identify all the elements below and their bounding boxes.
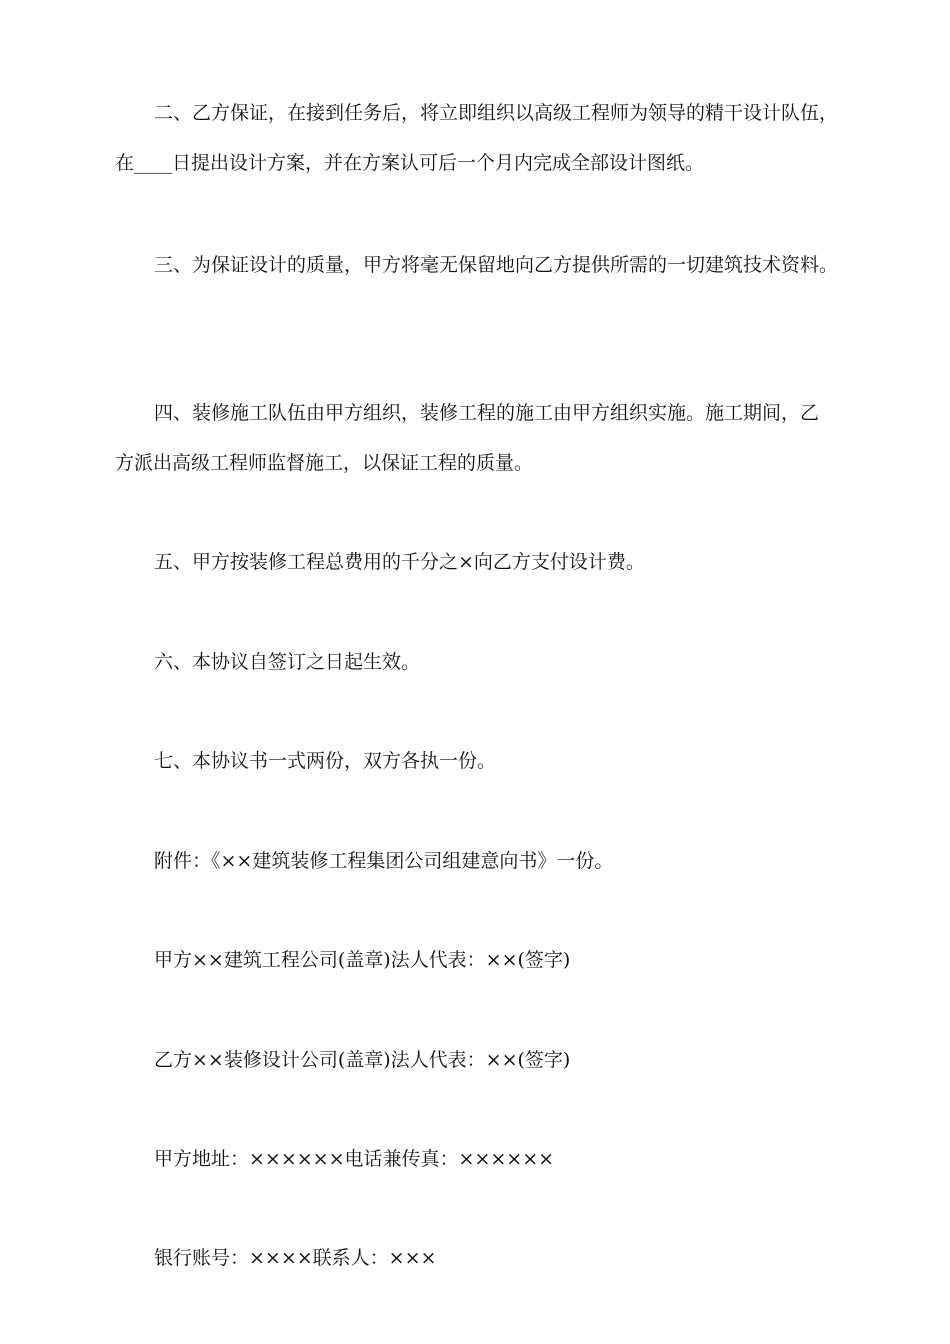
clause-2-line-1: 二、乙方保证，在接到任务后，将立即组织以高级工程师为领导的精干设计队伍，	[154, 102, 839, 124]
clause-4-line-1: 四、装修施工队伍由甲方组织，装修工程的施工由甲方组织实施。施工期间，乙	[154, 402, 820, 424]
bank-account-text: 银行账号：××××联系人：×××	[154, 1247, 437, 1269]
clause-3-line-1: 三、为保证设计的质量，甲方将毫无保留地向乙方提供所需的一切建筑技术资料。	[154, 254, 839, 276]
party-a-address-text: 甲方地址：××××××电话兼传真：××××××	[154, 1148, 555, 1170]
clause-7-line-1: 七、本协议书一式两份，双方各执一份。	[154, 750, 497, 772]
party-a-signature-text: 甲方××建筑工程公司(盖章)法人代表：××(签字)	[154, 949, 571, 971]
clause-6-line-1: 六、本协议自签订之日起生效。	[154, 651, 421, 673]
clause-5-line-1: 五、甲方按装修工程总费用的千分之×向乙方支付设计费。	[154, 551, 645, 573]
party-b-signature-text: 乙方××装修设计公司(盖章)法人代表：××(签字)	[154, 1049, 571, 1071]
clause-2-line-2: 在____日提出设计方案，并在方案认可后一个月内完成全部设计图纸。	[115, 152, 705, 174]
clause-4-line-2: 方派出高级工程师监督施工，以保证工程的质量。	[115, 452, 534, 474]
attachment-text: 附件：《××建筑装修工程集团公司组建意向书》一份。	[154, 850, 614, 872]
